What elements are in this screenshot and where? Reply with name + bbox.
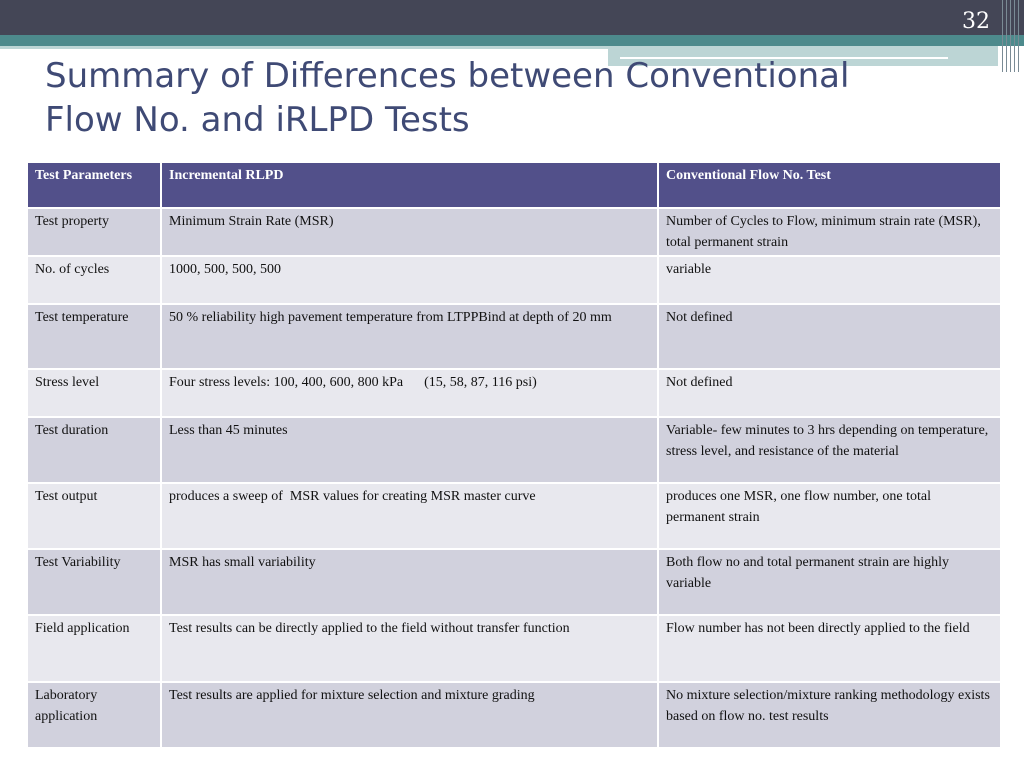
slide-number: 32 (962, 9, 990, 34)
row-conventional: Not defined (658, 369, 1001, 417)
header-test-parameters: Test Parameters (27, 162, 161, 208)
row-parameter: Test output (27, 483, 161, 549)
table-row (27, 549, 1001, 615)
row-conventional: Variable- few minutes to 3 hrs depending on temperature, stress level, and resistance of the material (658, 417, 1001, 483)
row-conventional: Both flow no and total permanent strain are highly variable (658, 549, 1001, 615)
row-irlpd: 1000, 500, 500, 500 (161, 256, 658, 304)
row-irlpd: MSR has small variability (161, 549, 658, 615)
teal-accent-band (0, 35, 1024, 46)
header-conventional-flow: Conventional Flow No. Test (658, 162, 1001, 208)
row-parameter: Stress level (27, 369, 161, 417)
table-row (27, 304, 1001, 369)
table-row (27, 682, 1001, 748)
light-accent-strip (0, 46, 608, 49)
row-parameter: Test property (27, 208, 161, 256)
row-parameter: Test Variability (27, 549, 161, 615)
table-row (27, 615, 1001, 682)
title-line-1: Summary of Differences between Conventional (45, 56, 850, 96)
comparison-table (26, 161, 1002, 749)
header-incremental-rlpd: Incremental RLPD (161, 162, 658, 208)
table-row (27, 208, 1001, 256)
row-irlpd: Minimum Strain Rate (MSR) (161, 208, 658, 256)
row-parameter: Test duration (27, 417, 161, 483)
row-conventional: variable (658, 256, 1001, 304)
row-parameter: Field application (27, 615, 161, 682)
table-row (27, 256, 1001, 304)
table-row (27, 483, 1001, 549)
row-irlpd: Test results can be directly applied to the field without transfer function (161, 615, 658, 682)
row-conventional: No mixture selection/mixture ranking methodology exists based on flow no. test results (658, 682, 1001, 748)
row-irlpd: Less than 45 minutes (161, 417, 658, 483)
row-conventional: Flow number has not been directly applied to the field (658, 615, 1001, 682)
row-irlpd: Four stress levels: 100, 400, 600, 800 kPa (15, 58, 87, 116 psi) (161, 369, 658, 417)
table-row (27, 417, 1001, 483)
top-bar (0, 0, 1024, 35)
row-conventional: Not defined (658, 304, 1001, 369)
row-irlpd: 50 % reliability high pavement temperature from LTPPBind at depth of 20 mm (161, 304, 658, 369)
table-header-row (27, 162, 1001, 208)
title-line-2: Flow No. and iRLPD Tests (45, 100, 470, 140)
row-irlpd: produces a sweep of MSR values for creating MSR master curve (161, 483, 658, 549)
row-conventional: produces one MSR, one flow number, one total permanent strain (658, 483, 1001, 549)
table-row (27, 369, 1001, 417)
slide-title (45, 54, 945, 142)
row-parameter: Laboratory application (27, 682, 161, 748)
row-irlpd: Test results are applied for mixture selection and mixture grading (161, 682, 658, 748)
row-conventional: Number of Cycles to Flow, minimum strain rate (MSR), total permanent strain (658, 208, 1001, 256)
row-parameter: No. of cycles (27, 256, 161, 304)
row-parameter: Test temperature (27, 304, 161, 369)
